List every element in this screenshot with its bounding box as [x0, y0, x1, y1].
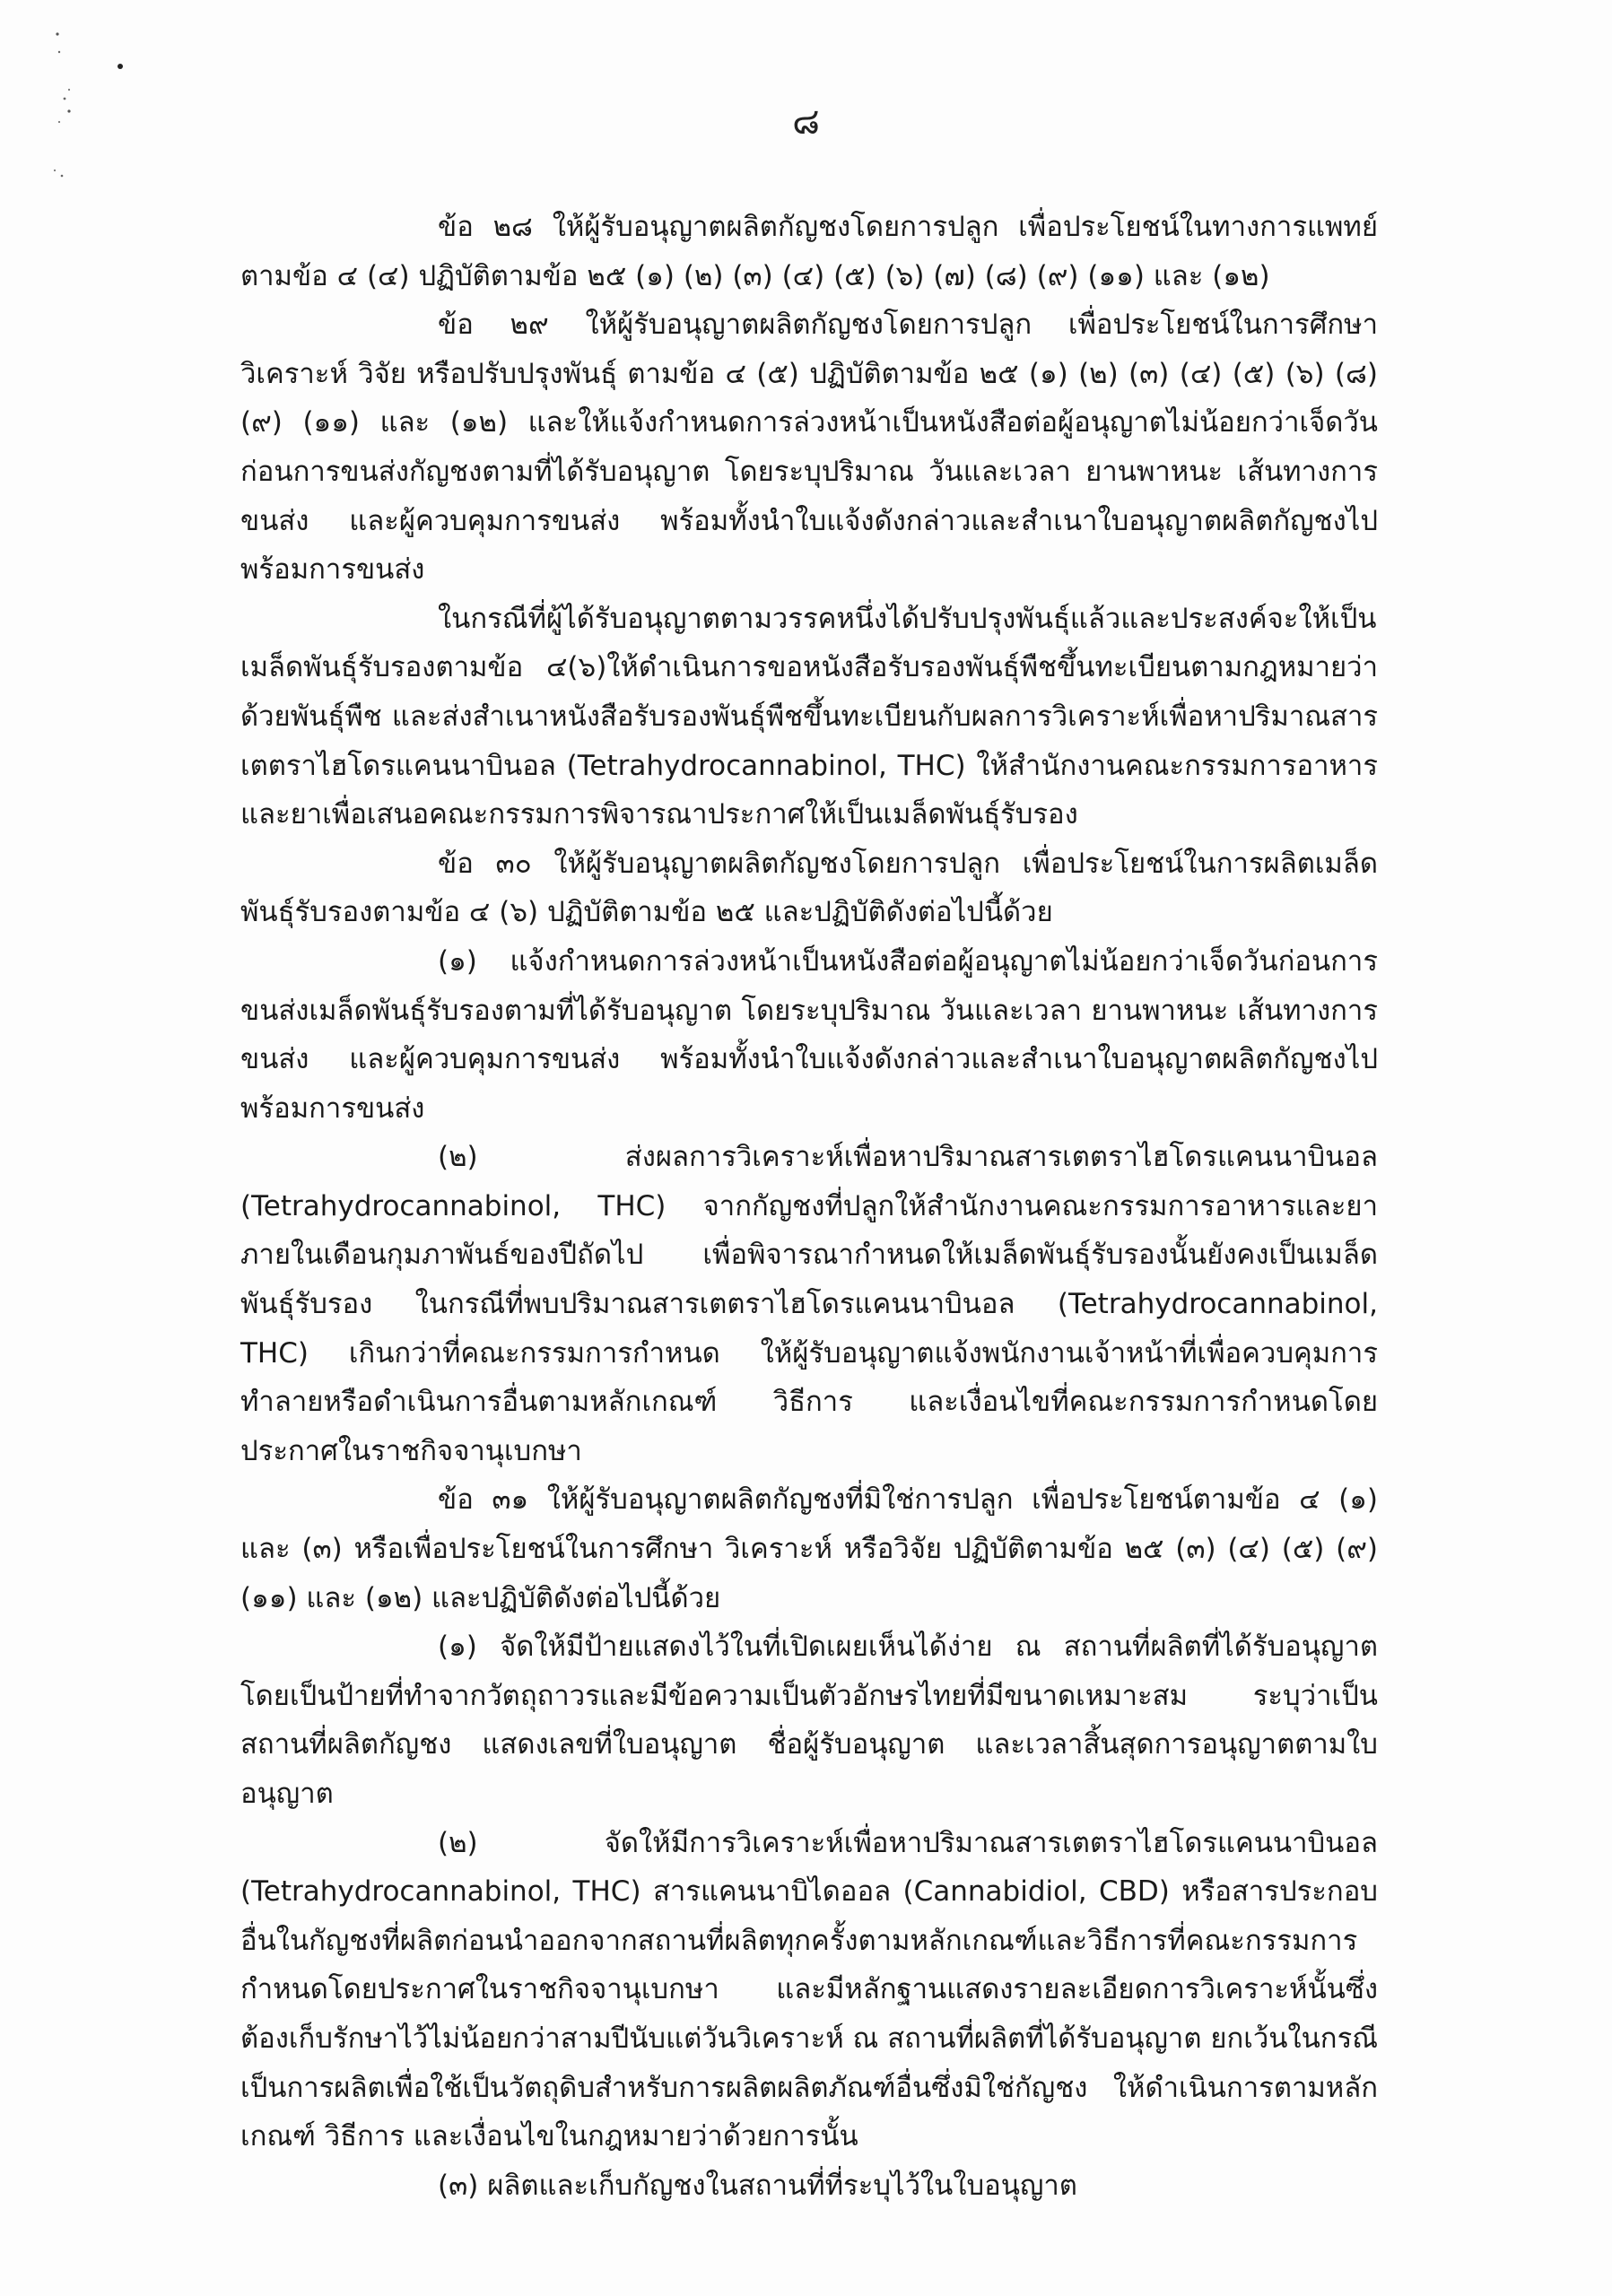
clause-31: ข้อ ๓๑ ให้ผู้รับอนุญาตผลิตกัญชงที่มิใช่การปลูก เพื่อประโยชน์ตามข้อ ๔ (๑) และ (๓) หรือเพื่อประโยชน์ในการศึกษา วิเคราะห์ หรือวิจัย ปฏิบัติตามข้อ ๒๕ (๓) (๔) (๕) (๙) (๑๑) และ (๑๒) และปฏิบัติดังต่อไปนี้ด้วย [240, 1483, 1378, 1614]
clause-29-paragraph-2: ในกรณีที่ผู้ได้รับอนุญาตตามวรรคหนึ่งได้ปรับปรุงพันธุ์แล้วและประสงค์จะให้เป็นเมล็ดพันธุ์รับรองตามข้อ ๔(๖)ให้ดำเนินการขอหนังสือรับรองพันธุ์พืชขึ้นทะเบียนตามกฎหมายว่าด้วยพันธุ์พืช และส่งสำเนาหนังสือรับรองพันธุ์พืชขึ้นทะเบียนกับผลการวิเคราะห์เพื่อหาปริมาณสารเตตราไฮโดรแคนนาบินอล (Tetrahydrocannabinol, THC) ให้สำนักงานคณะกรรมการอาหารและยาเพื่อเสนอคณะกรรมการพิจารณาประกาศให้เป็นเมล็ดพันธุ์รับรอง [240, 602, 1378, 831]
clause-31-item-2: (๒) จัดให้มีการวิเคราะห์เพื่อหาปริมาณสารเตตราไฮโดรแคนนาบินอล (Tetrahydrocannabinol, THC) สารแคนนาบิไดออล (Cannabidiol, CBD) หรือสารประกอบอื่นในกัญชงที่ผลิตก่อนนำออกจากสถานที่ผลิตทุกครั้งตามหลักเกณฑ์และวิธีการที่คณะกรรมการกำหนดโดยประกาศในราชกิจจานุเบกษา และมีหลักฐานแสดงรายละเอียดการวิเคราะห์นั้นซึ่งต้องเก็บรักษาไว้ไม่น้อยกว่าสามปีนับแต่วันวิเคราะห์ ณ สถานที่ผลิตที่ได้รับอนุญาต ยกเว้นในกรณีเป็นการผลิตเพื่อใช้เป็นวัตถุดิบสำหรับการผลิตผลิตภัณฑ์อื่นซึ่งมิใช่กัญชง ให้ดำเนินการตามหลักเกณฑ์ วิธีการ และเงื่อนไขในกฎหมายว่าด้วยการนั้น [240, 1826, 1378, 2153]
clause-29: ข้อ ๒๙ ให้ผู้รับอนุญาตผลิตกัญชงโดยการปลูก เพื่อประโยชน์ในการศึกษา วิเคราะห์ วิจัย หรือปรับปรุงพันธุ์ ตามข้อ ๔ (๕) ปฏิบัติตามข้อ ๒๕ (๑) (๒) (๓) (๔) (๕) (๖) (๘) (๙) (๑๑) และ (๑๒) และให้แจ้งกำหนดการล่วงหน้าเป็นหนังสือต่อผู้อนุญาตไม่น้อยกว่าเจ็ดวันก่อนการขนส่งกัญชงตามที่ได้รับอนุญาต โดยระบุปริมาณ วันและเวลา ยานพาหนะ เส้นทางการขนส่ง และผู้ควบคุมการขนส่ง พร้อมทั้งนำใบแจ้งดังกล่าวและสำเนาใบอนุญาตผลิตกัญชงไปพร้อมการขนส่ง [240, 309, 1378, 587]
clause-31-item-3: (๓) ผลิตและเก็บกัญชงในสถานที่ที่ระบุไว้ในใบอนุญาต [438, 2169, 1077, 2202]
document-body [240, 203, 1378, 2210]
clause-30-item-1: (๑) แจ้งกำหนดการล่วงหน้าเป็นหนังสือต่อผู้อนุญาตไม่น้อยกว่าเจ็ดวันก่อนการขนส่งเมล็ดพันธุ์รับรองตามที่ได้รับอนุญาต โดยระบุปริมาณ วันและเวลา ยานพาหนะ เส้นทางการขนส่ง และผู้ควบคุมการขนส่ง พร้อมทั้งนำใบแจ้งดังกล่าวและสำเนาใบอนุญาตผลิตกัญชงไปพร้อมการขนส่ง [240, 944, 1378, 1125]
clause-28: ข้อ ๒๘ ให้ผู้รับอนุญาตผลิตกัญชงโดยการปลูก เพื่อประโยชน์ในทางการแพทย์ ตามข้อ ๔ (๔) ปฏิบัติตามข้อ ๒๕ (๑) (๒) (๓) (๔) (๕) (๖) (๗) (๘) (๙) (๑๑) และ (๑๒) [240, 211, 1378, 292]
page-number: ๘ [792, 101, 820, 143]
clause-30-item-2: (๒) ส่งผลการวิเคราะห์เพื่อหาปริมาณสารเตตราไฮโดรแคนนาบินอล (Tetrahydrocannabinol, THC) จากกัญชงที่ปลูกให้สำนักงานคณะกรรมการอาหารและยา ภายในเดือนกุมภาพันธ์ของปีถัดไป เพื่อพิจารณากำหนดให้เมล็ดพันธุ์รับรองนั้นยังคงเป็นเมล็ดพันธุ์รับรอง ในกรณีที่พบปริมาณสารเตตราไฮโดรแคนนาบินอล (Tetrahydrocannabinol, THC) เกินกว่าที่คณะกรรมการกำหนด ให้ผู้รับอนุญาตแจ้งพนักงานเจ้าหน้าที่เพื่อควบคุมการทำลายหรือดำเนินการอื่นตามหลักเกณฑ์ วิธีการ และเงื่อนไขที่คณะกรรมการกำหนดโดยประกาศในราชกิจจานุเบกษา [240, 1141, 1378, 1467]
clause-31-item-1: (๑) จัดให้มีป้ายแสดงไว้ในที่เปิดเผยเห็นได้ง่าย ณ สถานที่ผลิตที่ได้รับอนุญาต โดยเป็นป้ายที่ทำจากวัตถุถาวรและมีข้อความเป็นตัวอักษรไทยที่มีขนาดเหมาะสม ระบุว่าเป็นสถานที่ผลิตกัญชง แสดงเลขที่ใบอนุญาต ชื่อผู้รับอนุญาต และเวลาสิ้นสุดการอนุญาตตามใบอนุญาต [240, 1631, 1378, 1810]
clause-30: ข้อ ๓๐ ให้ผู้รับอนุญาตผลิตกัญชงโดยการปลูก เพื่อประโยชน์ในการผลิตเมล็ดพันธุ์รับรองตามข้อ ๔ (๖) ปฏิบัติตามข้อ ๒๕ และปฏิบัติดังต่อไปนี้ด้วย [240, 847, 1378, 929]
